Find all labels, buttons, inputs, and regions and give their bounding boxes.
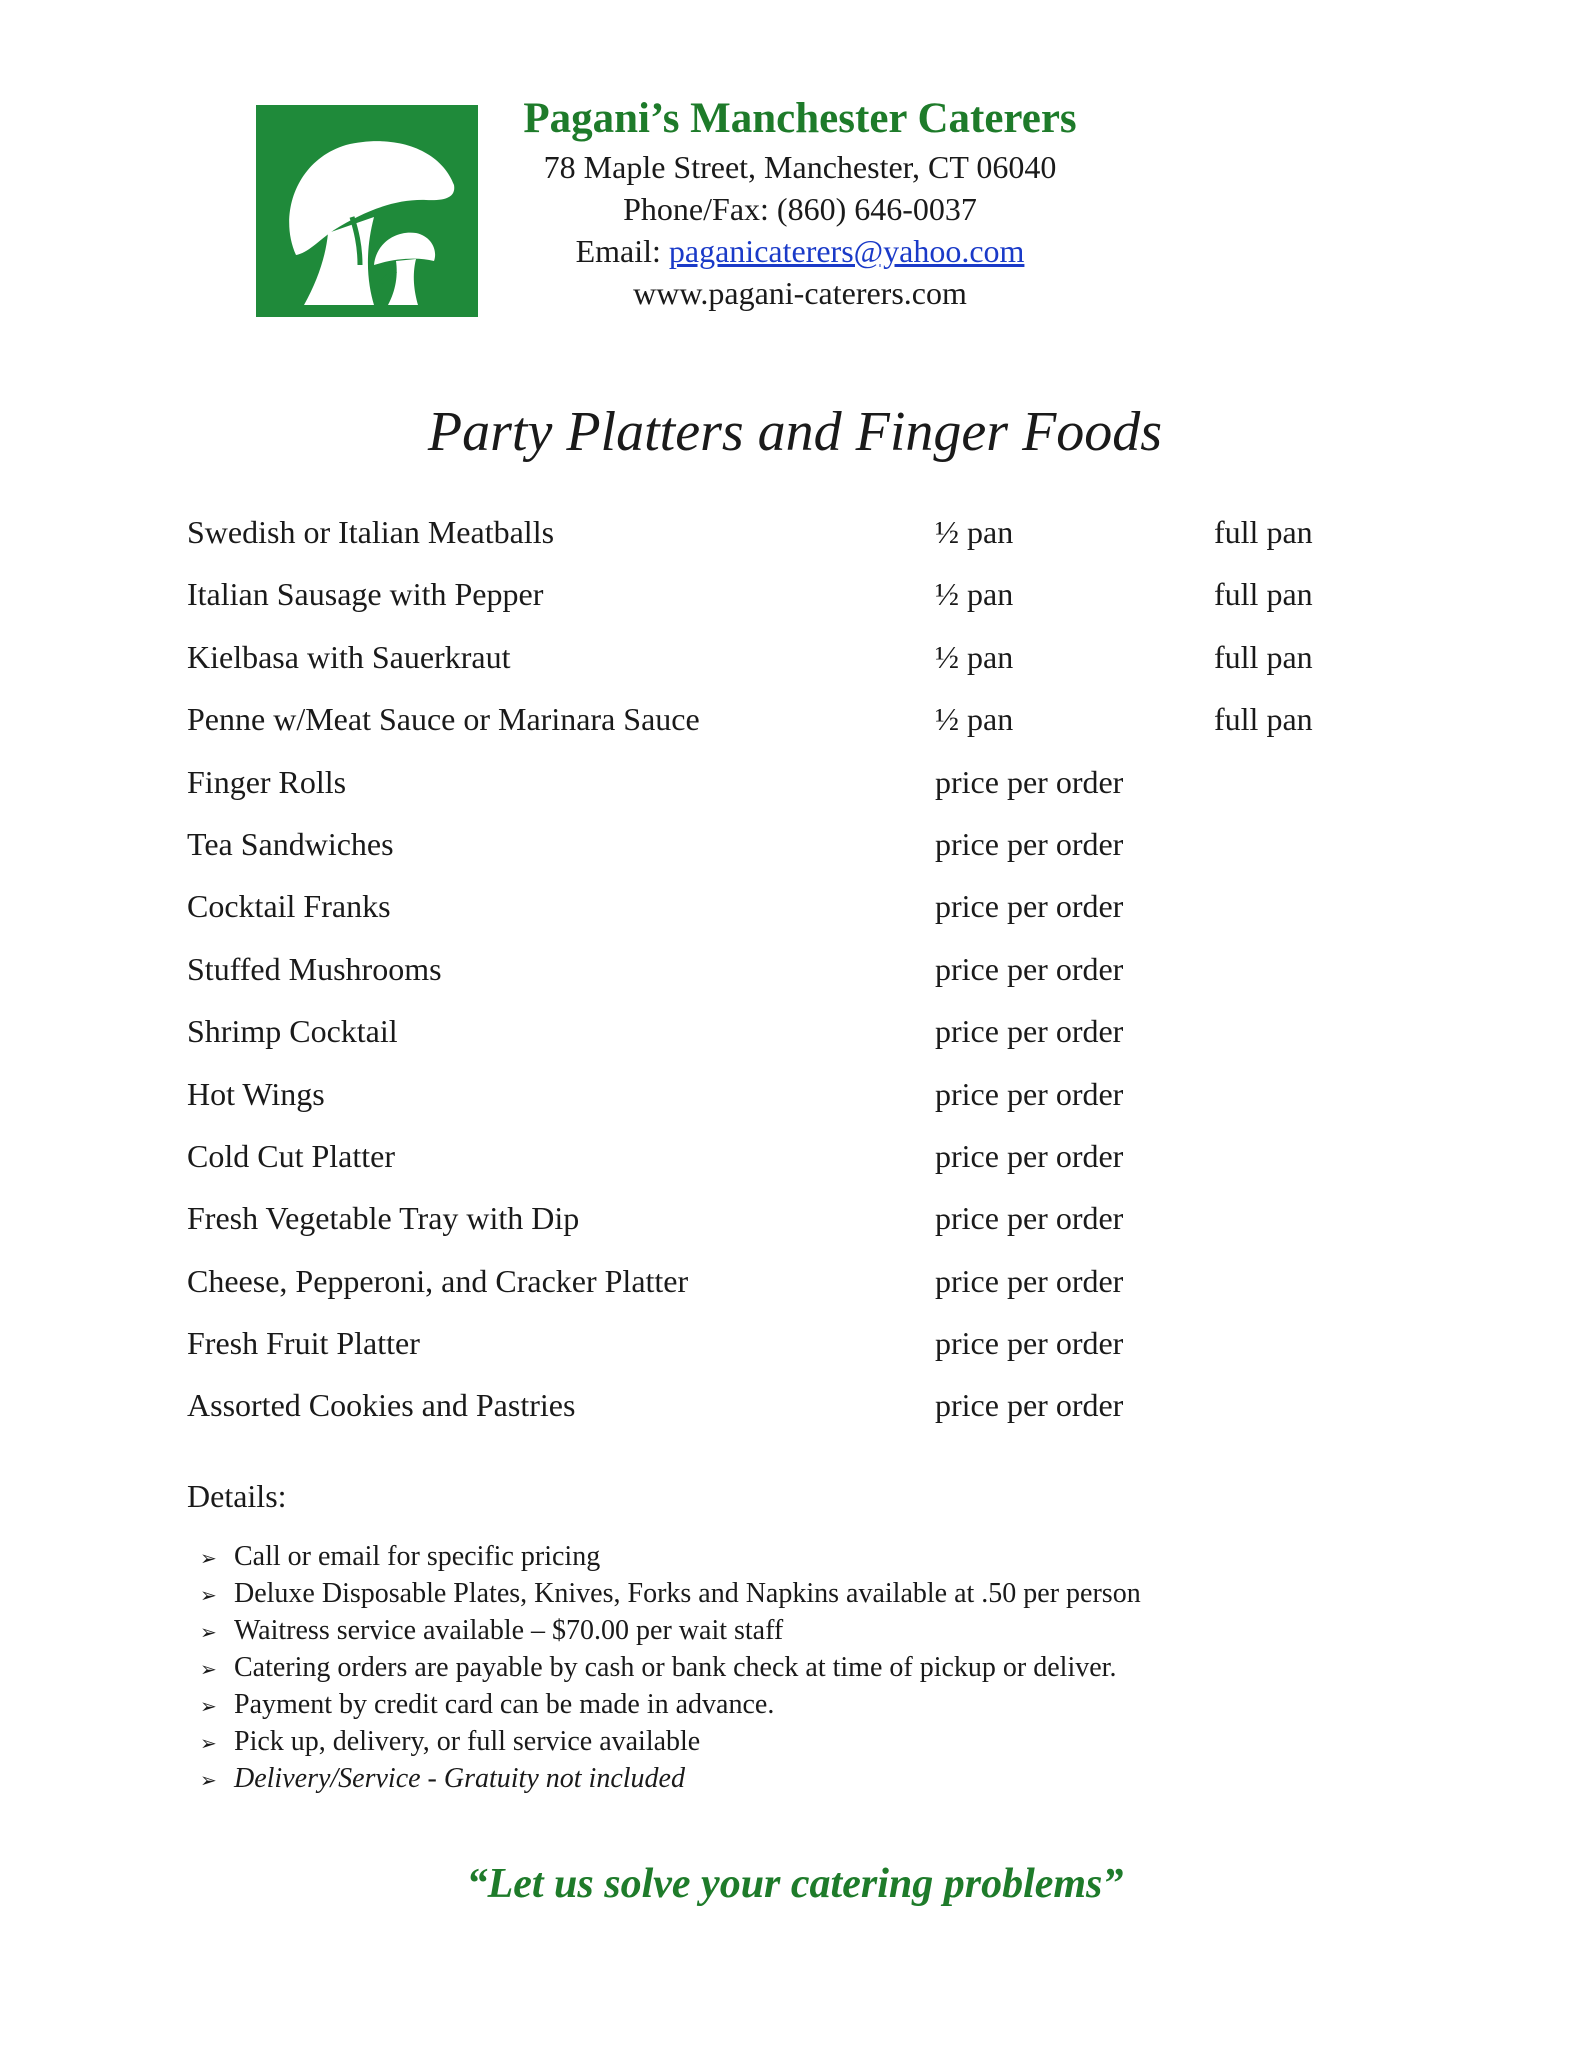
letterhead <box>470 92 1130 314</box>
menu-item-name: Cold Cut Platter <box>187 1137 395 1174</box>
menu-item-price-half: price per order <box>935 1387 1124 1424</box>
website: www.pagani-caterers.com <box>633 275 967 311</box>
email-line <box>470 230 1130 272</box>
menu-item-name: Stuffed Mushrooms <box>187 950 442 987</box>
menu-item-price-half: price per order <box>935 888 1124 925</box>
details-item <box>200 1613 1141 1650</box>
menu-item-price-full: full pan <box>1214 638 1313 675</box>
menu-item <box>187 1070 1437 1132</box>
menu-item-name: Fresh Fruit Platter <box>187 1325 420 1362</box>
menu-item-name: Cheese, Pepperoni, and Cracker Platter <box>187 1262 689 1299</box>
details-item <box>200 1650 1141 1687</box>
arrow-bullet-icon: ➢ <box>200 1620 217 1644</box>
menu-item <box>187 1381 1437 1443</box>
arrow-bullet-icon: ➢ <box>200 1546 217 1570</box>
menu-item <box>187 1319 1437 1381</box>
menu-item-price-half: ½ pan <box>935 576 1014 613</box>
menu-item-name: Hot Wings <box>187 1075 325 1112</box>
details-item <box>200 1761 1141 1798</box>
menu-item <box>187 570 1437 632</box>
menu-item <box>187 633 1437 695</box>
menu-item-price-half: price per order <box>935 1137 1124 1174</box>
tagline: “Let us solve your catering problems” <box>466 1861 1124 1907</box>
details-item <box>200 1539 1141 1576</box>
menu-item-price-full: full pan <box>1214 701 1313 738</box>
details-item <box>200 1687 1141 1724</box>
details-list <box>200 1539 1141 1798</box>
menu-item-name: Assorted Cookies and Pastries <box>187 1387 576 1424</box>
menu-item-name: Tea Sandwiches <box>187 825 394 862</box>
menu-item-price-half: price per order <box>935 1200 1124 1237</box>
menu-item <box>187 820 1437 882</box>
menu-item <box>187 1007 1437 1069</box>
menu-item <box>187 758 1437 820</box>
details-item-text: Catering orders are payable by cash or bank check at time of pickup or deliver. <box>234 1652 1117 1683</box>
details-item-text: Call or email for specific pricing <box>234 1541 601 1572</box>
menu-item-price-half: price per order <box>935 763 1124 800</box>
menu-item-price-half: price per order <box>935 950 1124 987</box>
menu-item-price-half: price per order <box>935 1075 1124 1112</box>
mushroom-logo-icon <box>256 105 478 317</box>
page-title: Party Platters and Finger Foods <box>427 401 1163 463</box>
menu-item-price-half: price per order <box>935 1262 1124 1299</box>
menu-item <box>187 1257 1437 1319</box>
email-link[interactable]: paganicaterers@yahoo.com <box>668 233 1025 269</box>
phone-fax: Phone/Fax: (860) 646-0037 <box>623 191 977 227</box>
menu-item-price-half: price per order <box>935 1013 1124 1050</box>
menu-item <box>187 1132 1437 1194</box>
menu-item <box>187 1194 1437 1256</box>
arrow-bullet-icon: ➢ <box>200 1768 217 1792</box>
menu-item-name: Italian Sausage with Pepper <box>187 576 544 613</box>
menu-item-price-half: ½ pan <box>935 514 1014 550</box>
menu-item-name: Shrimp Cocktail <box>187 1013 398 1050</box>
menu-item-name: Penne w/Meat Sauce or Marinara Sauce <box>187 701 700 738</box>
menu-table <box>187 508 1437 1444</box>
details-item-text: Pick up, delivery, or full service available <box>234 1726 701 1757</box>
menu-item-price-half: ½ pan <box>935 638 1014 675</box>
menu-item <box>187 882 1437 944</box>
address: 78 Maple Street, Manchester, CT 06040 <box>543 149 1057 185</box>
menu-item-name: Cocktail Franks <box>187 888 391 925</box>
details-item <box>200 1576 1141 1613</box>
company-name: Pagani’s Manchester Caterers <box>523 95 1077 142</box>
menu-item <box>187 695 1437 757</box>
menu-item-price-half: price per order <box>935 825 1124 862</box>
menu-item-name: Fresh Vegetable Tray with Dip <box>187 1200 580 1237</box>
menu-item-name: Finger Rolls <box>187 763 347 800</box>
details-item-text: Delivery/Service - Gratuity not included <box>234 1763 685 1794</box>
menu-item <box>187 945 1437 1007</box>
menu-item-price-full: full pan <box>1214 514 1313 550</box>
menu-item-price-half: price per order <box>935 1325 1124 1362</box>
menu-item <box>187 508 1437 570</box>
details-item-text: Deluxe Disposable Plates, Knives, Forks and Napkins available at .50 per person <box>234 1578 1141 1609</box>
menu-item-price-half: ½ pan <box>935 701 1014 738</box>
details-item-text: Waitress service available – $70.00 per wait staff <box>234 1615 784 1646</box>
details-item-text: Payment by credit card can be made in advance. <box>234 1689 775 1720</box>
arrow-bullet-icon: ➢ <box>200 1731 217 1755</box>
menu-item-name: Kielbasa with Sauerkraut <box>187 638 511 675</box>
menu-item-name: Swedish or Italian Meatballs <box>187 514 555 550</box>
details-item <box>200 1724 1141 1761</box>
arrow-bullet-icon: ➢ <box>200 1657 217 1681</box>
menu-item-price-full: full pan <box>1214 576 1313 613</box>
arrow-bullet-icon: ➢ <box>200 1583 217 1607</box>
email-label: Email: <box>575 233 669 269</box>
details-heading: Details: <box>187 1478 287 1514</box>
arrow-bullet-icon: ➢ <box>200 1694 217 1718</box>
